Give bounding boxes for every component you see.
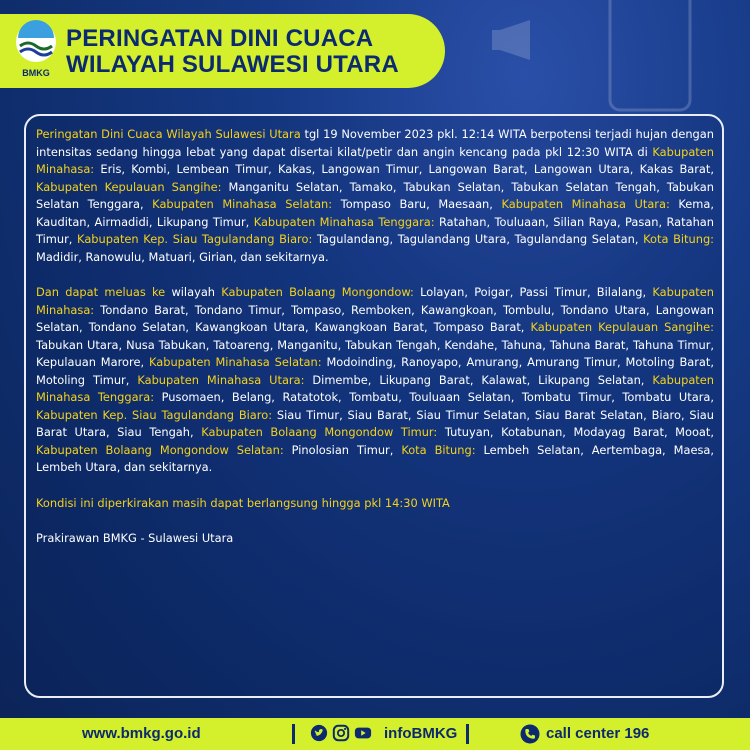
region-label: Kabupaten Minahasa:: [36, 144, 714, 176]
region-label: Kota Bitung:: [401, 442, 476, 457]
divider: [292, 724, 295, 744]
district-list: Pusomaen, Belang, Ratatotok, Tombatu, Touluaan Selatan, Tombatu Timur, Tombatu Utara,: [154, 390, 714, 404]
region-label: Kabupaten Minahasa:: [36, 285, 714, 317]
district-list: Kema, Kauditan, Airmadidi, Likupang Timur,: [36, 197, 714, 229]
district-list: Tabukan Utara, Nusa Tabukan, Tatoareng, Manganitu, Tabukan Tengah, Kendahe, Tahuna, Tahuna Barat, Tahuna Timur, Kepulauan Marore,: [36, 337, 714, 369]
region-label: Kabupaten Minahasa Utara:: [137, 372, 305, 387]
district-list: Madidir, Ranowulu, Matuari, Girian, dan sekitarnya.: [36, 249, 329, 264]
phone-icon: [520, 724, 540, 744]
district-list: Pinolosian Timur,: [283, 442, 402, 457]
logo-text: BMKG: [22, 68, 50, 78]
call-center[interactable]: call center 196: [546, 725, 650, 742]
title-line-2: WILAYAH SULAWESI UTARA: [66, 51, 399, 78]
title-line-1: PERINGATAN DINI CUACA: [66, 25, 374, 52]
region-label: Kabupaten Kep. Siau Tagulandang Biaro:: [36, 407, 273, 422]
region-label: Kabupaten Bolaang Mongondow Selatan:: [36, 442, 284, 457]
district-list: Siau Timur, Siau Barat, Siau Timur Selatan, Siau Barat Selatan, Biaro, Siau Barat Utara, Siau Tengah,: [36, 407, 714, 439]
district-list: Modoinding, Ranoyapo, Amurang, Amurang Timur, Motoling Barat, Motoling Timur,: [36, 355, 715, 387]
footer-bar: [0, 718, 750, 750]
region-label: Kota Bitung:: [643, 232, 715, 246]
district-list: Dimembe, Likupang Barat, Kalawat, Likupang Selatan,: [304, 372, 653, 387]
district-list: Ratahan, Touluaan, Silian Raya, Pasan, Ratahan Timur,: [36, 214, 714, 246]
region-label: Peringatan Dini Cuaca Wilayah Sulawesi Utara: [36, 127, 301, 141]
warning-paragraph-2: [36, 284, 714, 477]
bmkg-logo-icon: [14, 20, 58, 80]
district-list: Tutuyan, Kotabunan, Modayag Barat, Mooat,: [437, 425, 714, 439]
region-label: Kabupaten Minahasa Selatan:: [152, 197, 333, 211]
social-icons: [310, 724, 372, 742]
megaphone-phone-decoration: [490, 0, 710, 120]
youtube-icon[interactable]: [354, 724, 372, 742]
region-label: Kabupaten Minahasa Tenggara:: [253, 214, 435, 229]
district-list: Tagulandang, Tagulandang Utara, Tagulandang Selatan,: [312, 232, 644, 246]
region-label: Kabupaten Kepulauan Sangihe:: [36, 179, 222, 194]
district-list: Tondano Barat, Tondano Timur, Tompaso, Remboken, Kawangkoan, Tombulu, Tondano Utara, Langowan Selatan, Tondano Selatan, Kawangkoan Utara, Kawangkoan Barat, Tompaso Barat,: [36, 302, 714, 334]
district-list: Lembeh Selatan, Aertembaga, Maesa, Lembeh Utara, dan sekitarnya.: [36, 442, 714, 474]
region-label: Kabupaten Kepulauan Sangihe:: [530, 320, 714, 334]
header-banner: [0, 14, 445, 88]
duration-note: Kondisi ini diperkirakan masih dapat berlangsung hingga pkl 14:30 WITA: [36, 495, 450, 510]
region-label: Kabupaten Bolaang Mongondow:: [221, 285, 414, 299]
region-label: Dan dapat meluas ke: [36, 285, 166, 299]
region-label: Kabupaten Bolaang Mongondow Timur:: [201, 425, 438, 439]
divider: [466, 724, 469, 744]
district-list: Eris, Kombi, Lembean Timur, Kakas, Langowan Timur, Langowan Barat, Langowan Utara, Kakas Barat,: [94, 162, 714, 176]
forecaster-credit: Prakirawan BMKG - Sulawesi Utara: [36, 531, 234, 545]
region-label: Kabupaten Kep. Siau Tagulandang Biaro:: [77, 232, 313, 246]
region-label: Kabupaten Minahasa Utara:: [501, 197, 670, 211]
district-list: Manganitu Selatan, Tamako, Tabukan Selatan, Tabukan Selatan Tengah, Tabukan Selatan Tenggara,: [36, 179, 714, 211]
region-label: Kabupaten Minahasa Selatan:: [148, 355, 322, 369]
twitter-icon[interactable]: [310, 724, 328, 742]
district-list: wilayah: [165, 285, 222, 299]
district-list: Lolayan, Poigar, Passi Timur, Bilalang,: [413, 285, 653, 299]
region-label: Kabupaten Minahasa Tenggara:: [36, 372, 714, 404]
warning-paragraph-1: [36, 126, 714, 266]
instagram-icon[interactable]: [332, 724, 350, 742]
website-link[interactable]: www.bmkg.go.id: [82, 725, 201, 742]
district-list: tgl 19 November 2023 pkl. 12:14 WITA berpotensi terjadi hujan dengan intensitas sedang hingga lebat yang dapat disertai kilat/petir dan angin kencang pada pkl 12:30 WITA di: [36, 127, 714, 159]
page-title: [66, 26, 399, 78]
social-handle[interactable]: infoBMKG: [384, 725, 458, 742]
district-list: Tompaso Baru, Maesaan,: [332, 197, 502, 211]
warning-text: [36, 126, 714, 566]
